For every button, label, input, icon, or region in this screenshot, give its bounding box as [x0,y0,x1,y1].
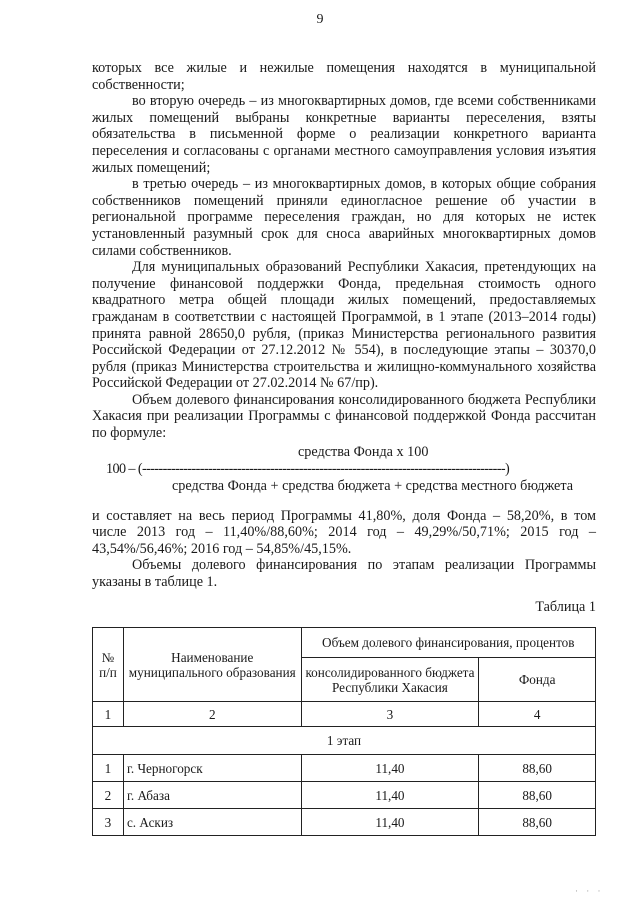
paragraph: Объем долевого финансирования консолидированного бюджета Республики Хакасия при реализации Программы с финансовой поддержкой Фонда рассчитан по формуле: [92,391,596,442]
budget-share: 11,40 [301,809,479,836]
page-number: 9 [316,12,324,27]
header-budget: консолидированного бюджета Республики Хакасия [301,658,479,702]
budget-share: 11,40 [301,755,479,782]
formula [92,444,596,508]
table-caption: Таблица 1 [535,598,596,615]
document-body [92,60,596,836]
formula-fraction-line: 100 – (----------------------------------------------------------------------------------------) [106,460,510,477]
scan-speck: · · · [575,886,604,896]
paragraph: Для муниципальных образований Республики Хакасия, претендующих на получение финансовой поддержки Фонда, предельная стоимость одного квадратного метра общей площади жилых помещений, предоставляемых гражданам в соответствии с настоящей Программой, в 1 этапе (2013–2014 годы) принята равной 28650,0 рубля, (приказ Министерства регионального развития Российской Федерации от 27.12.2012 № 554), в последующие этапы – 30370,0 рубля (приказ Министерства строительства и жилищно-коммунального хозяйства Российской Федерации от 27.02.2014 № 67/пр). [92,259,596,392]
row-number: 1 [93,755,124,782]
budget-share: 11,40 [301,782,479,809]
column-number: 4 [479,702,596,727]
table-row [93,782,596,809]
municipality-name: г. Черногорск [123,755,301,782]
table-row [93,755,596,782]
column-number: 2 [123,702,301,727]
paragraph: Объемы долевого финансирования по этапам реализации Программы указаны в таблице 1. [92,557,596,591]
row-number: 3 [93,809,124,836]
paragraph: и составляет на весь период Программы 41,80%, доля Фонда – 58,20%, в том числе 2013 год – 11,40%/88,60%; 2014 год – 49,29%/50,71%; 2015 год – 43,54%/56,46%; 2016 год – 54,85%/45,15%. [92,507,596,557]
header-number: № п/п [93,628,124,702]
header-fund: Фонда [479,658,596,702]
financing-table [92,627,596,836]
column-number: 1 [93,702,124,727]
paragraph: во вторую очередь – из многоквартирных домов, где всеми собственниками жилых помещений выбраны конкретные варианты переселения, взяты обязательства в письменной форме о реализации конкретного варианта переселения и согласованы с органами местного самоуправления условия изъятия жилых помещений; [92,93,596,176]
stage-row: 1 этап [93,727,596,755]
fund-share: 88,60 [479,809,596,836]
column-number: 3 [301,702,479,727]
fund-share: 88,60 [479,782,596,809]
paragraph: которых все жилые и нежилые помещения находятся в муниципальной собственности; [92,60,596,93]
paragraph: в третью очередь – из многоквартирных домов, в которых общие собрания собственников помещений приняли единогласное решение об участии в региональной программе переселения граждан, но для которых не истек установленный разумный срок для сноса аварийных многоквартирных домов силами собственников. [92,176,596,259]
header-financing-group: Объем долевого финансирования, процентов [301,628,595,658]
municipality-name: г. Абаза [123,782,301,809]
formula-numerator: средства Фонда х 100 [298,443,429,460]
header-name: Наименование муниципального образования [123,628,301,702]
row-number: 2 [93,782,124,809]
municipality-name: с. Аскиз [123,809,301,836]
fund-share: 88,60 [479,755,596,782]
table-row [93,809,596,836]
formula-denominator: средства Фонда + средства бюджета + средства местного бюджета [172,477,574,494]
